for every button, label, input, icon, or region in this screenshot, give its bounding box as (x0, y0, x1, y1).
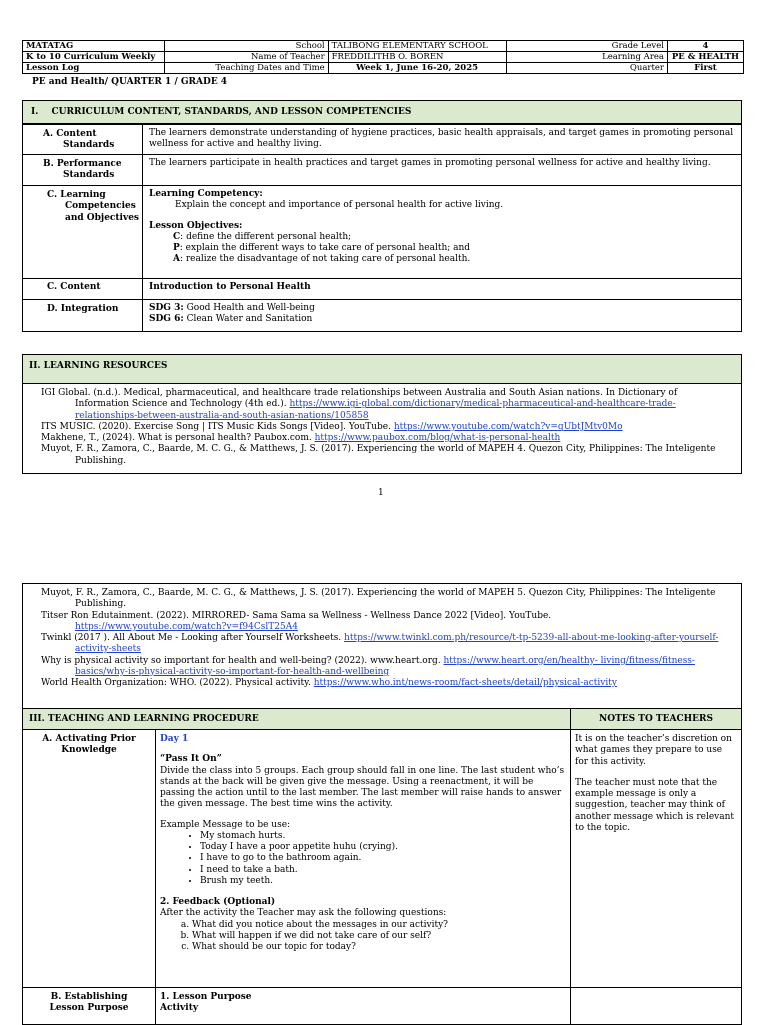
header-lesson-log: Lesson Log (23, 63, 165, 74)
example-messages (160, 831, 566, 887)
label-content-standards: A. Content Standards (23, 125, 143, 154)
objective-a: A: realize the disadvantage of not taking care of personal health. (173, 254, 471, 265)
section2-heading: II. LEARNING RESOURCES (23, 355, 741, 384)
reference-igi-link[interactable]: https://www.igi-global.com/dictionary/medical-pharmaceutical-and-healthcare-trade-relationships-between-australia-and-south-asian-nations/105858 (75, 399, 676, 421)
sdg-3: SDG 3: Good Health and Well-being (149, 303, 315, 313)
list-item: • My stomach hurts. (200, 831, 566, 842)
row-activating-prior-knowledge (23, 730, 741, 988)
reference-titser-ron-link[interactable]: https://www.youtube.com/watch?v=f94CslT25A4 (75, 621, 298, 632)
teacher-value: FREDDILITHB O. BOREN (328, 52, 506, 63)
label-activating-prior-knowledge: A. Activating Prior Knowledge (23, 730, 156, 987)
section-curriculum (22, 100, 742, 332)
dates-label: Teaching Dates and Time (164, 63, 328, 74)
page-subtitle: PE and Health/ QUARTER 1 / GRADE 4 (32, 77, 228, 87)
lesson-objectives-title: Lesson Objectives: (149, 220, 243, 231)
list-item: b. What will happen if we did not take care of our self? (192, 931, 566, 942)
reference-heart: Why is physical activity so important for health and well-being? (2022). www.heart.org. https://www.heart.org/en/healthy- living/fitness/fitness-basics/why-is-physical-activity-so-important-for-health-and-wellbeing (41, 655, 695, 677)
row-performance-standards (23, 154, 741, 185)
section-teaching-procedure (22, 708, 742, 1025)
section3-header-row (23, 709, 741, 730)
list-item: • I have to go to the bathroom again. (200, 853, 566, 864)
school-value: TALIBONG ELEMENTARY SCHOOL (328, 41, 506, 52)
row-integration (23, 299, 741, 331)
objective-p: P: explain the different ways to take care of personal health; and (173, 243, 471, 253)
activity-text: Divide the class into 5 groups. Each group should fall in one line. The last student who’s stands at the back will be given give the message. Using a reenactment, it will be passing the action until to the last member. The last member will raise hands to answer the given message. The best time wins the activity. (160, 765, 565, 810)
reference-titser-ron: Titser Ron Edutainment. (2022). MIRRORED- Sama Sama sa Wellness - Wellness Dance 2022 [Video]. YouTube. https://www.youtube.com/watch?v=f94CslT25A4 (41, 610, 552, 632)
label-establishing-purpose: B. Establishing Lesson Purpose (23, 988, 156, 1024)
row-content (23, 278, 741, 299)
activity-label: Activity (160, 1003, 199, 1014)
page-number: 1 (378, 488, 384, 498)
quarter-value: First (667, 63, 743, 74)
list-item: • Brush my teeth. (200, 876, 566, 887)
label-integration: D. Integration (23, 300, 143, 331)
school-label: School (164, 41, 328, 52)
content-standards-text: The learners demonstrate understanding of hygiene practices, basic health appraisals, and target games in promoting personal wellness for active and healthy living. (149, 128, 734, 150)
lesson-purpose-content (156, 988, 571, 1024)
section-learning-resources (22, 354, 742, 474)
notes-heading: NOTES TO TEACHERS (599, 714, 713, 724)
row-content-standards (23, 124, 741, 154)
learning-competency-text: Explain the concept and importance of personal health for active living. (175, 200, 504, 211)
header-matatag: MATATAG (23, 41, 165, 52)
reference-heart-link[interactable]: https://www.heart.org/en/healthy- living/fitness/fitness-basics/why-is-physical-activity-so-important-for-health-and-wellbeing (75, 655, 695, 677)
section-more-resources (22, 583, 742, 708)
section1-title: CURRICULUM CONTENT, STANDARDS, AND LESSON COMPETENCIES (51, 107, 412, 117)
reference-its-music: ITS MUSIC. (2020). Exercise Song | ITS Music Kids Songs [Video]. YouTube. https://www.youtube.com/watch?v=qUbtJMtv0Mo (41, 421, 623, 432)
performance-standards-text: The learners participate in health practices and target games in promoting personal wellness for active and healthy living. (149, 158, 711, 168)
resources-list-continued (23, 584, 741, 689)
note-1: It is on the teacher’s discretion on what games they prepare to use for this activity. (575, 734, 732, 767)
content-text: Introduction to Personal Health (149, 282, 311, 292)
reference-muyot-4: Muyot, F. R., Zamora, C., Baarde, M. C. G., & Matthews, J. S. (2017). Experiencing the world of MAPEH 4. Quezon City, Philippines: The Inteligente Publishing. (41, 444, 716, 466)
reference-makhene-link[interactable]: https://www.paubox.com/blog/what-is-personal-health (314, 433, 561, 443)
section1-number: I. (31, 107, 39, 117)
reference-makhene: Makhene, T., (2024). What is personal health? Paubox.com. https://www.paubox.com/blog/what-is-personal-health (41, 433, 561, 443)
example-intro: Example Message to be use: (160, 819, 291, 830)
activity-content (156, 730, 571, 987)
learning-competencies-text (143, 186, 741, 278)
activity-title: “Pass It On” (160, 754, 222, 765)
learning-area-label: Learning Area (506, 52, 667, 63)
teacher-label: Name of Teacher (164, 52, 328, 63)
section1-heading (23, 101, 741, 124)
list-item: • Today I have a poor appetite huhu (crying). (200, 842, 566, 853)
list-item: • I need to take a bath. (200, 865, 566, 876)
reference-twinkl-link[interactable]: https://www.twinkl.com.ph/resource/t-tp-5239-all-about-me-looking-after-yourself-activity-sheets (75, 633, 719, 655)
integration-text (143, 300, 741, 331)
dates-value: Week 1, June 16-20, 2025 (328, 63, 506, 74)
section3-heading: III. TEACHING AND LEARNING PROCEDURE (23, 709, 571, 729)
grade-level-label: Grade Level (506, 41, 667, 52)
notes-to-teachers (571, 730, 741, 987)
reference-twinkl: Twinkl (2017 ). All About Me - Looking after Yourself Worksheets. https://www.twinkl.com.ph/resource/t-tp-5239-all-about-me-looking-after-yourself-activity-sheets (41, 633, 719, 655)
label-performance-standards: B. Performance Standards (23, 155, 143, 185)
lesson-purpose-title: 1. Lesson Purpose (160, 992, 252, 1002)
list-item: c. What should be our topic for today? (192, 942, 566, 953)
row-establishing-purpose (23, 988, 741, 1024)
reference-its-music-link[interactable]: https://www.youtube.com/watch?v=qUbtJMtv0Mo (393, 421, 623, 432)
reference-who-link[interactable]: https://www.who.int/news-room/fact-sheets/detail/physical-activity (313, 678, 617, 688)
row-learning-competencies (23, 185, 741, 278)
feedback-questions (160, 920, 566, 954)
reference-muyot-5: Muyot, F. R., Zamora, C., Baarde, M. C. G., & Matthews, J. S. (2017). Experiencing the world of MAPEH 5. Quezon City, Philippines: The Inteligente Publishing. (41, 588, 716, 610)
notes-empty (571, 988, 741, 1024)
learning-area-value: PE & HEALTH (667, 52, 743, 63)
label-learning-competencies: C. Learning Competencies and Objectives (23, 186, 143, 278)
day-label: Day 1 (160, 734, 189, 744)
resources-list (23, 384, 741, 467)
note-2: The teacher must note that the example message is only a suggestion, teacher may think of another message which is relevant to the topic. (575, 777, 735, 833)
list-item: a. What did you notice about the messages in our activity? (192, 920, 566, 931)
reference-who: World Health Organization: WHO. (2022). Physical activity. https://www.who.int/news-room/fact-sheets/detail/physical-activity (41, 678, 617, 688)
label-content: C. Content (23, 279, 143, 299)
grade-level-value: 4 (667, 41, 743, 52)
quarter-label: Quarter (506, 63, 667, 74)
reference-igi: IGI Global. (n.d.). Medical, pharmaceutical, and healthcare trade relationships between Australia and South Asian nations. In Dictionary of Information Science and Technology (4th ed.). https://www.igi-global.com/dictionary/medical-pharmaceutical-and-healthcare-trade-relationships-between-australia-and-south-asian-nations/105858 (41, 388, 678, 421)
header-curriculum: K to 10 Curriculum Weekly (23, 52, 165, 63)
feedback-title: 2. Feedback (Optional) (160, 897, 276, 907)
objective-c: C: define the different personal health; (173, 231, 352, 242)
sdg-6: SDG 6: Clean Water and Sanitation (149, 314, 313, 325)
header-table (22, 40, 744, 74)
feedback-intro: After the activity the Teacher may ask the following questions: (160, 908, 447, 919)
learning-competency-title: Learning Competency: (149, 189, 263, 199)
